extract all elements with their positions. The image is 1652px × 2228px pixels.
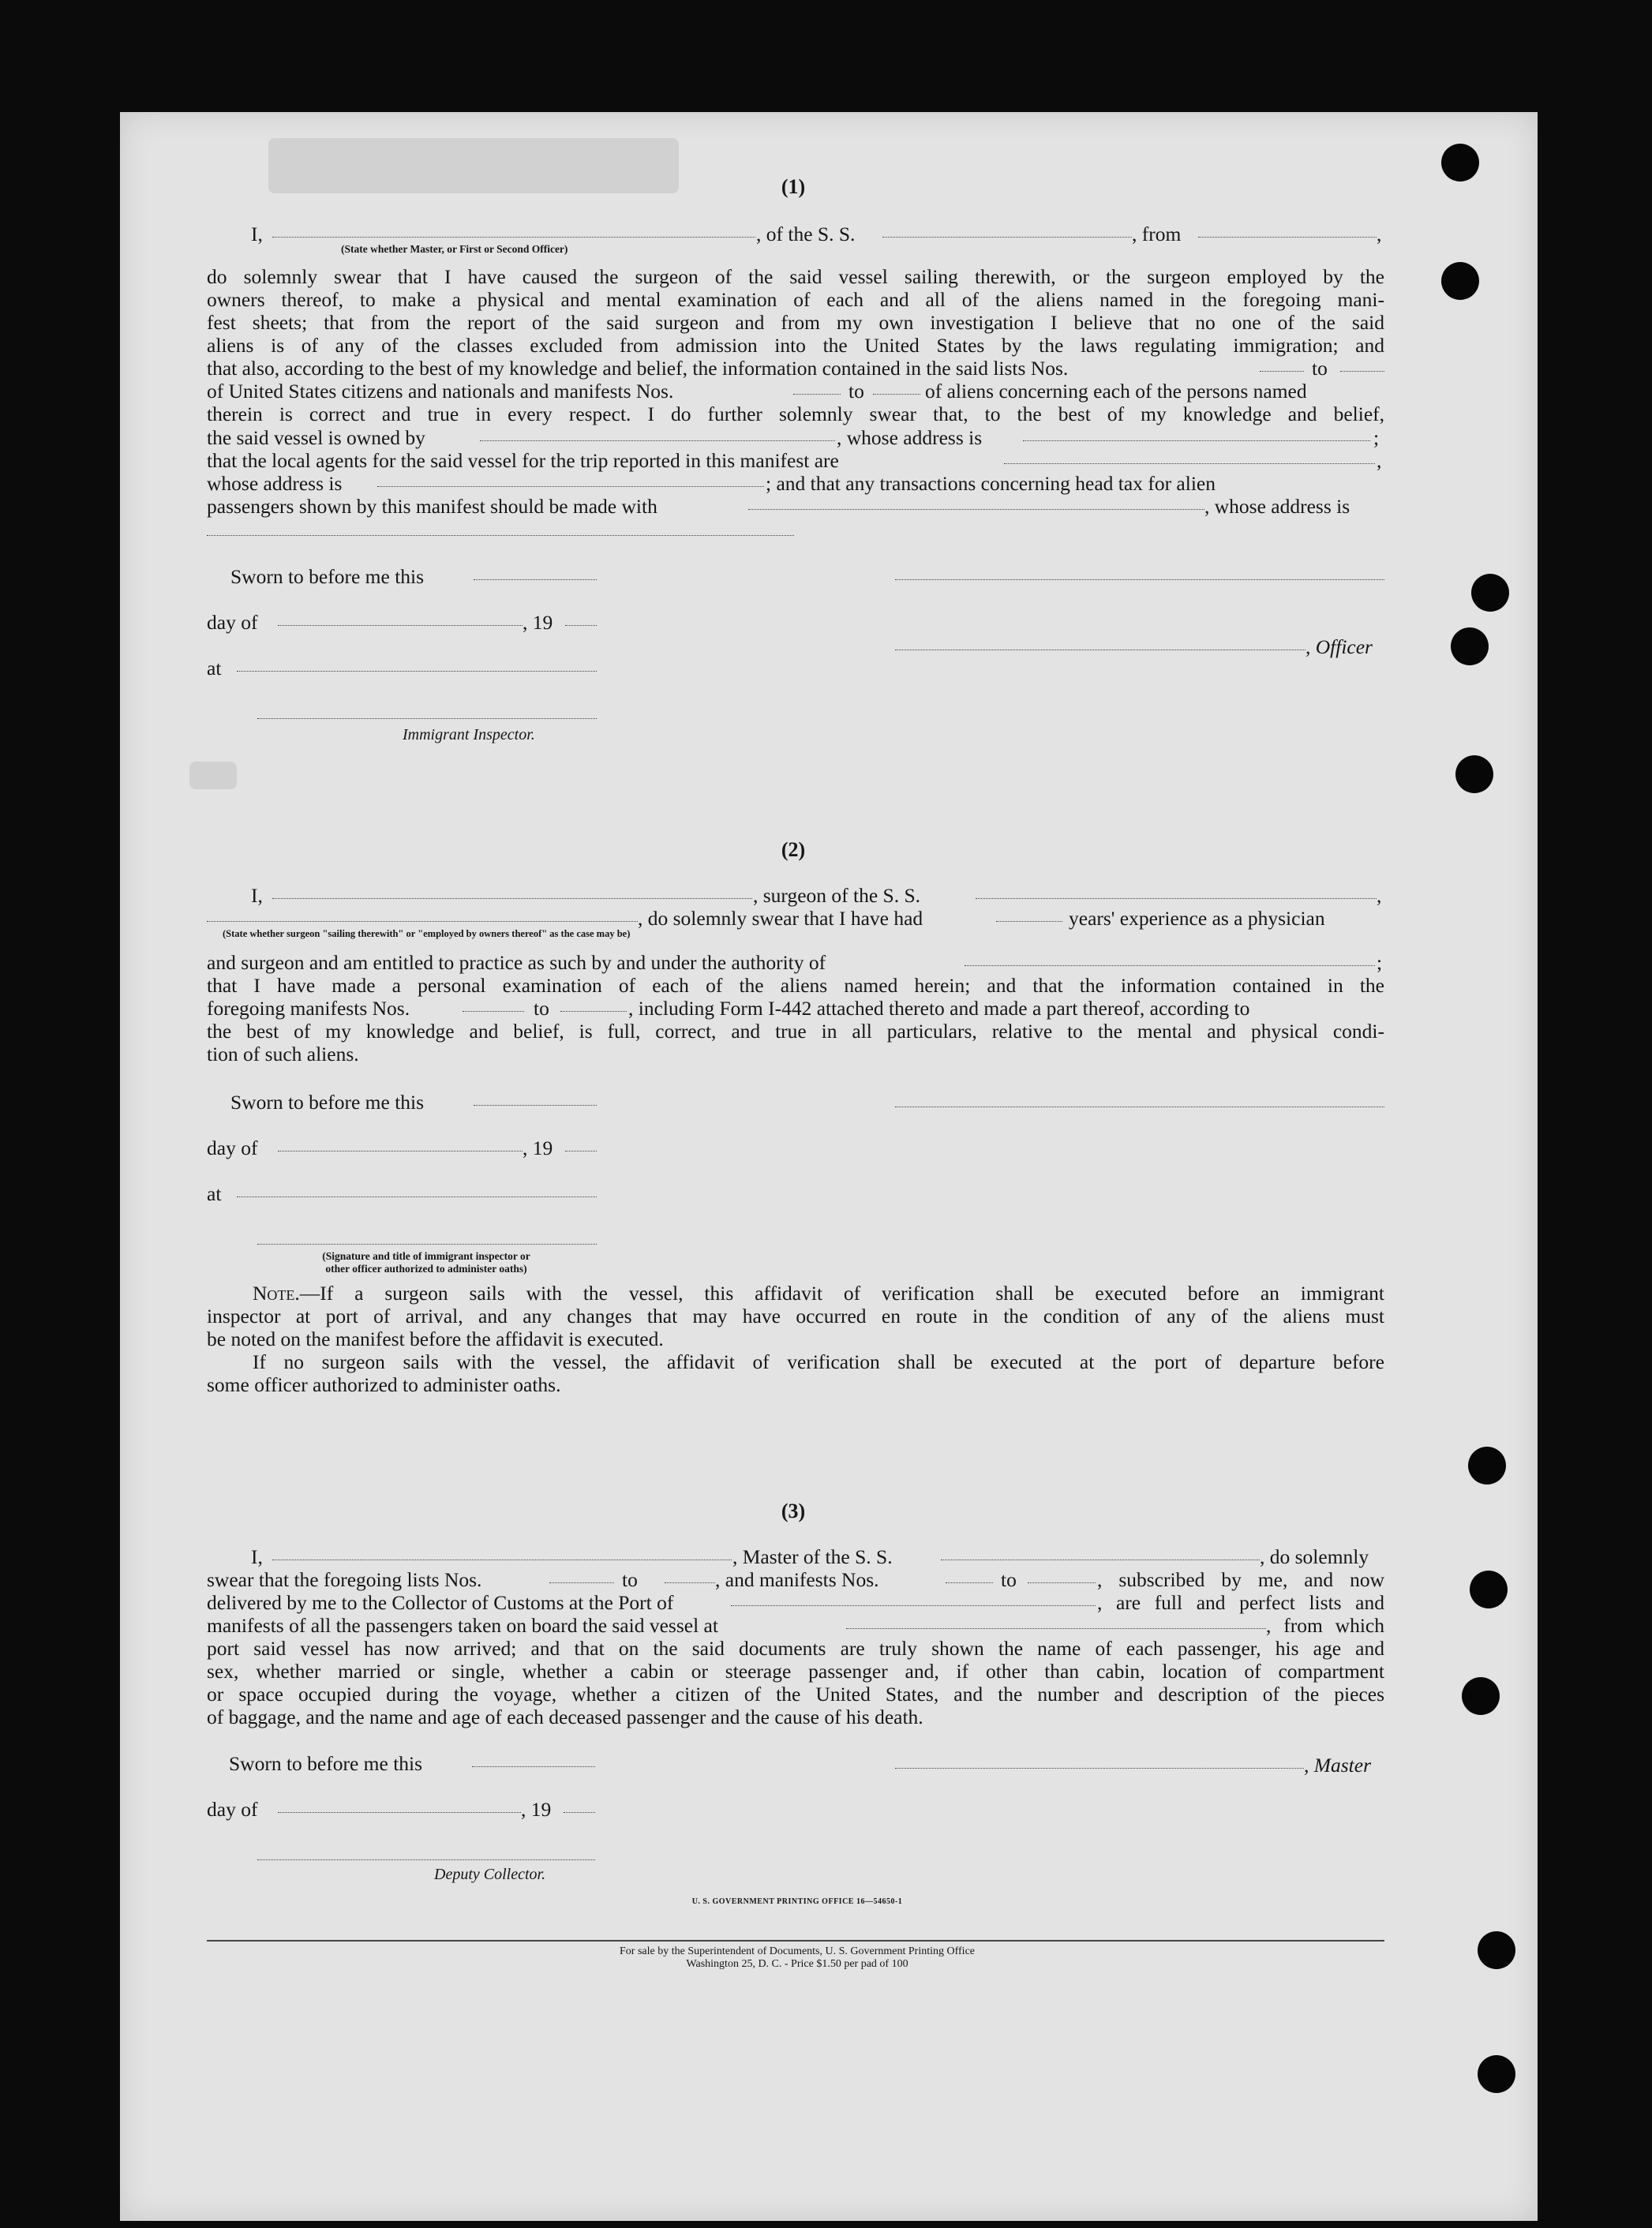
day-of-label: day of <box>207 1798 258 1821</box>
paragraph-line: owners thereof, to make a physical and mental examination of each and all of the aliens named in the foregoing mani- <box>207 288 1384 311</box>
paragraph-text: , Master of the S. S. <box>732 1545 893 1568</box>
year-field <box>565 625 597 626</box>
section-heading-2: (2) <box>781 838 806 861</box>
field-label: , from <box>1132 223 1182 245</box>
sworn-day-field <box>474 579 597 580</box>
vessel-name-line <box>882 237 1132 238</box>
paragraph-line: fest sheets; that from the report of the said surgeon and from my own investigation I believe that no one of the said <box>207 311 1384 334</box>
note-line: If no surgeon sails with the vessel, the affidavit of verification shall be executed at the port of departure before <box>253 1350 1384 1373</box>
paragraph-text: of aliens concerning each of the persons named <box>925 380 1307 403</box>
day-of-label: day of <box>207 611 258 634</box>
list-no-field <box>549 1582 614 1583</box>
surgeon-status-line <box>207 921 638 922</box>
surgeon-name-line <box>272 898 752 899</box>
signature-caption <box>253 1250 600 1275</box>
month-field <box>278 625 523 626</box>
surgeon-vessel-line <box>976 898 1377 899</box>
paragraph-text: , do solemnly swear that I have had <box>638 907 923 930</box>
inspector-label: Immigrant Inspector. <box>403 726 535 743</box>
manifest-no-field <box>873 394 920 395</box>
field-label: I, <box>251 1545 263 1568</box>
field-label: I, <box>251 223 263 245</box>
authority-field <box>965 965 1375 966</box>
embark-port-field <box>846 1628 1266 1629</box>
at-label: at <box>207 1182 222 1205</box>
paragraph-line: of baggage, and the name and age of each deceased passenger and the cause of his death. <box>207 1706 923 1728</box>
punch-hole <box>1470 1571 1508 1608</box>
paragraph-text: , surgeon of the S. S. <box>753 884 921 907</box>
sale-notice: For sale by the Superintendent of Documents, U. S. Government Printing Office <box>620 1945 975 1957</box>
note-line <box>253 1282 1384 1305</box>
paragraph-line: aliens is of any of the classes excluded from admission into the United States by the laws regulating immigration; and <box>207 334 1384 357</box>
place-field <box>237 1196 597 1197</box>
officer-label: , Officer <box>1305 635 1373 658</box>
paragraph-text: to <box>534 997 549 1020</box>
paragraph-line: or space occupied during the voyage, whether a citizen of the United States, and the number and description of the pieces <box>207 1683 1384 1706</box>
list-no-field <box>1340 371 1384 372</box>
punct: ; <box>1377 951 1383 974</box>
paragraph-text: ; and that any transactions concerning head tax for alien <box>766 472 1216 495</box>
paragraph-line: sex, whether married or single, whether a cabin or steerage passenger and, if other than cabin, location of compartment <box>207 1660 1384 1683</box>
at-label: at <box>207 657 222 680</box>
punch-hole <box>1455 755 1493 793</box>
paragraph-text: to <box>622 1568 638 1591</box>
paragraph-line: tion of such aliens. <box>207 1043 359 1065</box>
place-field <box>237 671 597 672</box>
sworn-day-field <box>472 1766 595 1767</box>
paragraph-line: the best of my knowledge and belief, is full, correct, and true in all particulars, relative to the mental and physical condi- <box>207 1020 1384 1043</box>
paragraph-text: and surgeon and am entitled to practice as such by and under the authority of <box>207 951 826 974</box>
punct: ; <box>1373 426 1380 449</box>
punch-hole <box>1478 1931 1515 1969</box>
officer-caption: (State whether Master, or First or Second Officer) <box>341 243 568 255</box>
punch-hole <box>1451 627 1489 665</box>
note-label: Note. <box>253 1282 300 1305</box>
signature-caption-line: (Signature and title of immigrant inspector or <box>322 1250 530 1262</box>
paragraph-text: the said vessel is owned by <box>207 426 425 449</box>
note-line: some officer authorized to administer oaths. <box>207 1373 561 1396</box>
signature-caption-line: other officer authorized to administer oaths) <box>325 1263 527 1275</box>
owner-field <box>480 440 835 441</box>
master-signature-line <box>895 1768 1304 1769</box>
sworn-day-field <box>474 1105 597 1106</box>
year-label: , 19 <box>523 1136 553 1159</box>
paragraph-text: to <box>1312 357 1328 380</box>
head-tax-address-field <box>207 535 794 536</box>
paragraph-text: years' experience as a physician <box>1069 907 1325 930</box>
paragraph-line: therein is correct and true in every respect. I do further solemnly swear that, to the best of my knowledge and belief, <box>207 403 1384 425</box>
note-line: inspector at port of arrival, and any changes that may have occurred en route in the condition of any of the aliens must <box>207 1305 1384 1327</box>
paragraph-text: , do solemnly <box>1260 1545 1369 1568</box>
section-heading-1: (1) <box>781 175 806 198</box>
paragraph-text: delivered by me to the Collector of Customs at the Port of <box>207 1591 674 1614</box>
punch-hole <box>1478 2055 1515 2093</box>
punct: , <box>1377 449 1382 472</box>
paragraph-text: to <box>848 380 864 403</box>
paragraph-line: that I have made a personal examination of each of the aliens named herein; and that the information contained in the <box>207 974 1384 997</box>
agents-address-field <box>377 486 764 487</box>
officer-signature-line-top <box>895 579 1384 580</box>
field-label: I, <box>251 884 263 907</box>
paragraph-text: passengers shown by this manifest should be made with <box>207 495 657 518</box>
punch-hole <box>1468 1447 1506 1485</box>
paragraph-text: , are full and perfect lists and <box>1097 1591 1384 1614</box>
manifest-no-field <box>463 1011 524 1012</box>
manifest-no-field <box>1028 1582 1096 1583</box>
paragraph-text: swear that the foregoing lists Nos. <box>207 1568 482 1591</box>
sworn-label: Sworn to before me this <box>230 565 425 588</box>
paragraph-line: do solemnly swear that I have caused the surgeon of the said vessel sailing therewith, or the surgeon employed by the <box>207 265 1384 288</box>
punct: , <box>1377 223 1382 245</box>
note-line: be noted on the manifest before the affidavit is executed. <box>207 1327 664 1350</box>
note-text: —If a surgeon sails with the vessel, this affidavit of verification shall be executed before an immigrant <box>299 1282 1384 1305</box>
from-port-line <box>1198 237 1377 238</box>
paragraph-text: , whose address is <box>837 426 983 449</box>
manifest-no-field <box>946 1582 993 1583</box>
field-label: , of the S. S. <box>756 223 856 245</box>
inspector-signature-line <box>257 718 597 719</box>
year-label: , 19 <box>521 1798 552 1821</box>
paragraph-line: that also, according to the best of my knowledge and belief, the information contained in the said lists Nos. <box>207 357 1069 380</box>
paragraph-text: , subscribed by me, and now <box>1097 1568 1384 1591</box>
head-tax-field <box>748 509 1204 510</box>
list-no-field <box>665 1582 715 1583</box>
deputy-label: Deputy Collector. <box>434 1866 546 1883</box>
smudge <box>189 762 237 789</box>
printer-imprint: U. S. GOVERNMENT PRINTING OFFICE 16—54650-1 <box>691 1897 903 1906</box>
sworn-label: Sworn to before me this <box>229 1752 423 1775</box>
list-no-field <box>1260 371 1304 372</box>
officer-name-line <box>272 237 755 238</box>
paragraph-text: foregoing manifests Nos. <box>207 997 410 1020</box>
agents-field <box>1004 463 1375 464</box>
smudge <box>268 138 679 193</box>
punct: , <box>1377 884 1382 907</box>
master-label: , Master <box>1304 1754 1371 1777</box>
day-of-label: day of <box>207 1136 258 1159</box>
punch-hole <box>1441 144 1479 182</box>
years-field <box>996 921 1062 922</box>
surgeon-caption: (State whether surgeon "sailing therewith" or "employed by owners thereof" as the case may be) <box>223 928 631 939</box>
paragraph-text: manifests of all the passengers taken on board the said vessel at <box>207 1614 718 1637</box>
paragraph-text: , and manifests Nos. <box>715 1568 879 1591</box>
punch-hole <box>1441 262 1479 300</box>
sale-notice: Washington 25, D. C. - Price $1.50 per pad of 100 <box>686 1958 908 1970</box>
punch-hole <box>1462 1677 1500 1715</box>
section-heading-3: (3) <box>781 1500 806 1522</box>
paragraph-text: whose address is <box>207 472 343 495</box>
year-field <box>564 1812 595 1813</box>
paragraph-line: port said vessel has now arrived; and that on the said documents are truly shown the name of each passenger, his age and <box>207 1637 1384 1660</box>
deputy-signature-line <box>257 1859 595 1860</box>
paragraph-text: , including Form I-442 attached thereto and made a part thereof, according to <box>628 997 1250 1020</box>
year-label: , 19 <box>523 611 553 634</box>
paragraph-text: that the local agents for the said vessel for the trip reported in this manifest are <box>207 449 839 472</box>
inspector-signature-line <box>257 1244 597 1245</box>
punch-hole <box>1471 574 1509 612</box>
sworn-label: Sworn to before me this <box>230 1091 425 1114</box>
manifest-no-field <box>560 1011 627 1012</box>
paragraph-line: of United States citizens and nationals and manifests Nos. <box>207 380 674 403</box>
paragraph-text: , whose address is <box>1204 495 1350 518</box>
footer-rule <box>207 1940 1384 1942</box>
port-field <box>731 1605 1096 1606</box>
paragraph-text: , from which <box>1266 1614 1384 1637</box>
month-field <box>278 1812 521 1813</box>
manifest-no-field <box>793 394 841 395</box>
owner-address-field <box>1023 440 1370 441</box>
paragraph-text: to <box>1001 1568 1017 1591</box>
